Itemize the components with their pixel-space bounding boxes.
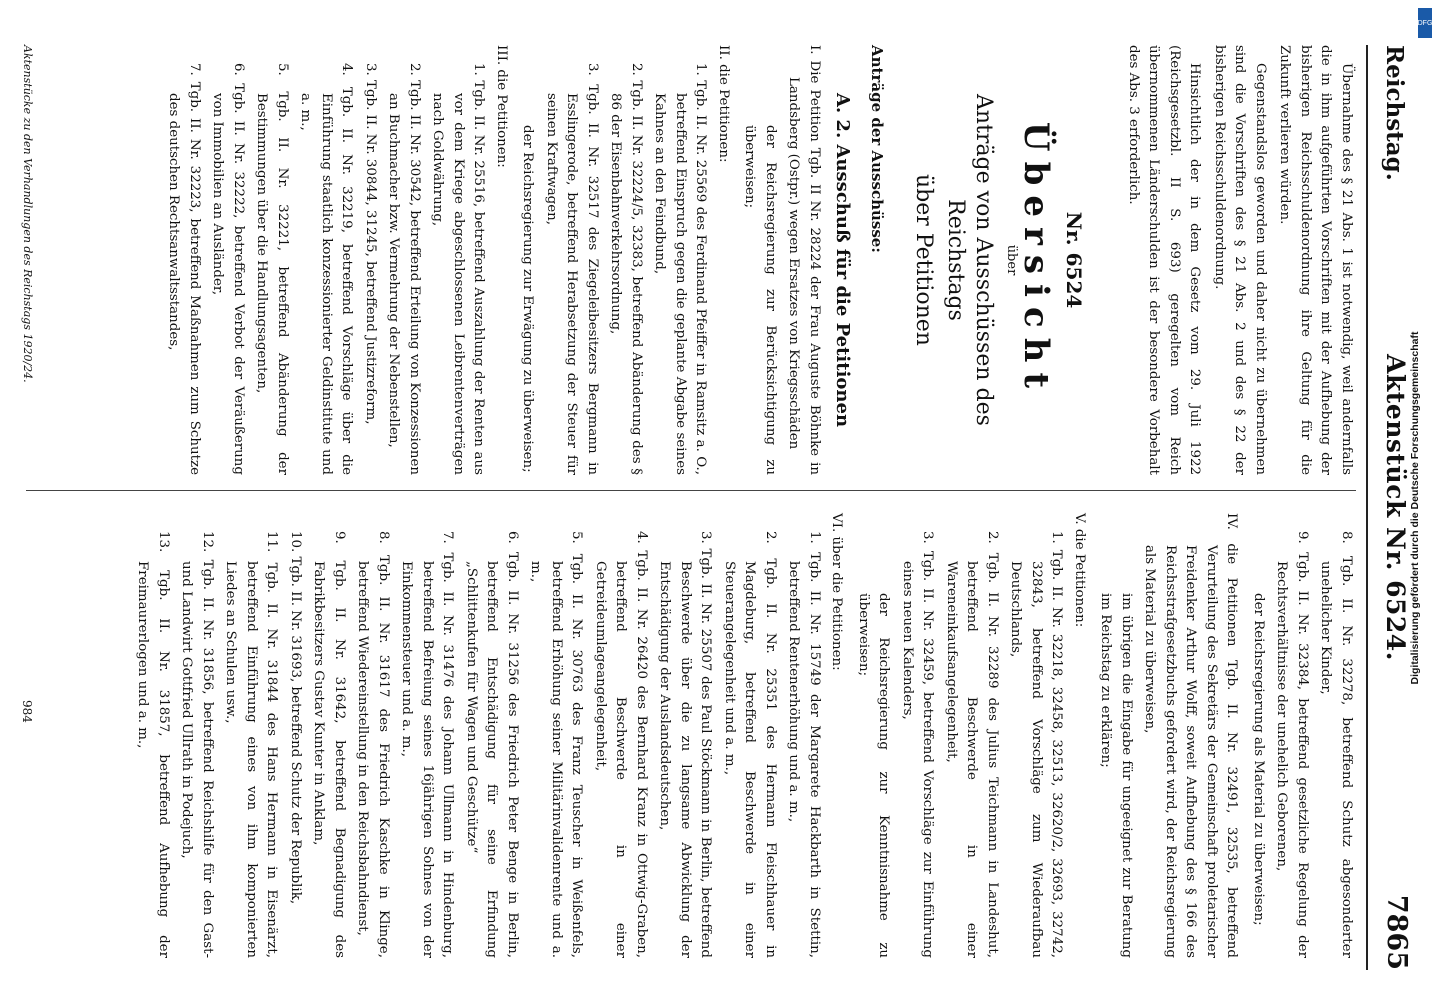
resolution-text: der Reichsregierung als Material zu überweisen; <box>1251 593 1266 926</box>
petition-list <box>163 45 824 475</box>
header-page-number: 7865 <box>1381 894 1412 970</box>
left-column <box>160 45 1356 475</box>
document-subtitle: Anträge von Ausschüssen des Reichstags <box>943 94 996 426</box>
resolution-text: im übrigen die Eingabe für ungeeignet zur Beratung im Reichstag zu erklären; <box>1098 593 1134 958</box>
subsection-heading: A. 2. Ausschuß für die Petitionen <box>832 92 854 428</box>
header-left: Reichstag. <box>1381 45 1408 181</box>
page-footer: Aktenstücke zu den Verhandlungen des Reichstags 1920/24. <box>21 45 34 383</box>
section-heading: Anträge der Ausschüsse: <box>868 45 886 253</box>
list-item: 1. Tgb. II. Nr. 15749 der Margarete Hackbarth in Stettin, betreffend Rentenerhöhung und a. m., <box>786 531 822 958</box>
list-item: 2. Tgb. II. Nr. 32224/5, 32383, betreffend Abänderung des § 86 der Eisenbahnverkehrsordnung, <box>608 63 644 475</box>
intro-paragraph: Hinsichtlich der in dem Gesetz vom 29. Juli 1922 (Reichsgesetzbl. II S. 693) geregelten vom Reich übernommenen Länderschulden ist der besondere Vorbehalt des Abs. 3 erforderlich. <box>1126 45 1203 475</box>
list-group-heading: III. die Petitionen: <box>494 45 509 168</box>
list-item: 9. Tgb. II. Nr. 31642, betreffend Begnadigung des Fabrikbesitzers Gustav Kunter in Anklam, <box>311 531 347 958</box>
list-item: I. Die Petition Tgb. II Nr. 28224 der Frau Auguste Böhnke in Landsberg (Ostpr.) wegen Ersatzes von Kriegsschäden <box>786 45 822 475</box>
list-item: 6. Tgb. II. Nr. 31256 des Friedrich Peter Benge in Berlin, betreffend Entschädigung für seine Erfindung „Schlittenkufen für Wagen und Geschütze“ <box>464 531 520 958</box>
list-item: 1. Tgb. II. Nr. 32218, 32458, 32513, 32620/2, 32693, 32742, 32843, betreffend Vorschläge zum Wiederaufbau Deutschlands, <box>1008 531 1065 958</box>
resolution-text: der Reichsregierung zur Berücksichtigung zu überweisen; <box>742 125 778 475</box>
list-group-heading: V. die Petitionen: <box>1072 513 1087 628</box>
list-item: 5. Tgb. II. Nr. 30763 des Franz Teuscher in Weißenfels, betreffend Erhöhung seiner Militärinvalidenrente und a. m., <box>528 531 585 958</box>
list-item: 3. Tgb. II. Nr. 32459, betreffend Vorschläge zur Einführung eines neuen Kalenders, <box>900 531 936 958</box>
intro-paragraph: Gegenstandslos geworden und daher nicht zu übernehmen sind die Vorschriften des § 21 Abs. 2 und des § 22 der bisherigen Reichsschuldenordnung. <box>1212 45 1268 475</box>
header-title: Aktenstück Nr. 6524. <box>1381 354 1410 661</box>
list-item: 4. Tgb. II. Nr. 32219, betreffend Vorschläge über die Einführung staatlich konzessionierter Geldinstitute und a. m., <box>298 63 355 475</box>
list-item: 2. Tgb. II. Nr. 30542, betreffend Erteilung von Konzessionen an Buchmacher bzw. Vermehrung der Nebenstellen, <box>386 63 422 475</box>
document-title: Übersicht <box>1016 121 1056 399</box>
document-number: Nr. 6524 <box>1062 211 1087 309</box>
list-item: 7. Tgb. II. Nr. 32223, betreffend Maßnahmen zum Schutze des deutschen Rechtsanwaltsstandes, <box>166 63 202 475</box>
intro-paragraph: Übernahme des § 21 Abs. 1 ist notwendig, weil andernfalls die in ihm aufgeführten Vorschriften mit der Aufhebung der bisherigen Reichsschuldenordnung ihre Geltung für die Zukunft verlieren würden. <box>1277 45 1354 475</box>
column-divider <box>26 490 1356 491</box>
document-subtitle: über Petitionen <box>911 174 936 346</box>
petition-list <box>132 513 1356 958</box>
resolution-text: der Reichsregierung zur Kenntnisnahme zu überweisen; <box>856 593 892 958</box>
list-group-heading: VI. über die Petitionen: <box>829 513 845 671</box>
list-item: 4. Tgb. II. Nr. 26420 des Bernhard Kranz in Ottwig-Graben, betreffend Beschwerde in einer Getreideumlageangelegenheit, <box>593 531 649 958</box>
list-group-heading: II. die Petitionen: <box>716 45 731 163</box>
list-item: 6. Tgb. II. Nr. 32222, betreffend Verbot der Veräußerung von Immobilien an Ausländer, <box>210 63 246 475</box>
document-title-connector: über <box>1004 244 1020 276</box>
list-item: 8. Tgb. II. Nr. 31617 des Friedrich Kaschke in Klinge, betreffend Wiedereinstellung in den Reichsbahndienst, <box>355 531 391 958</box>
list-item: 3. Tgb. II. Nr. 25507 des Paul Stöckmann in Berlin, betreffend Beschwerde über die zu langsame Abwicklung der Entschädigung der Auslandsdeutschen, <box>657 531 714 958</box>
list-item: 11. Tgb. II. Nr. 31844 des Hans Hermann in Eisenärzt, betreffend Einführung eines von ihm komponierten Liedes an Schulen usw., <box>223 531 280 958</box>
funding-note: Digitalisierung gefördert durch die Deutsche Forschungsgemeinschaft <box>1409 331 1421 685</box>
list-item: 1. Tgb. II. Nr. 25569 des Ferdinand Pfeiffer in Ramsitz a. O., betreffend Einspruch gegen die geplante Abgabe seines Kahnes an den Feindbund, <box>652 63 709 475</box>
list-item: 2. Tgb. II. Nr. 25351 des Hermann Fleischhauer in Magdeburg, betreffend Beschwerde in einer Steuerangelegenheit und a. m., <box>722 531 778 958</box>
list-item: 10. Tgb. II. Nr. 31693, betreffend Schutz der Republik, <box>288 531 303 905</box>
dfg-logo: DFG <box>1418 8 1432 38</box>
page-number: 984 <box>20 700 34 723</box>
right-column <box>129 513 1356 958</box>
list-item: 1. Tgb. II. Nr. 25516, betreffend Auszahlung der Renten aus vor dem Kriege abgeschlossenen Leibrentenverträgen nach Goldwährung, <box>430 63 487 475</box>
list-item: 13. Tgb. II. Nr. 31857, betreffend Aufhebung der Freimaurerlogen und a. m., <box>135 531 171 958</box>
list-item: IV. die Petitionen Tgb. II. Nr. 32491, 32535, betreffend Verurteilung des Sekretärs der Gemeinschaft proletarischer Freidenker Arthur Wolff, soweit Aufhebung des § 166 des Reichsstrafgesetzbuchs gefordert wird, der Reichsregierung als Material zu überweisen, <box>1142 513 1240 958</box>
list-item: 5. Tgb. II. Nr. 32221, betreffend Abänderung der Bestimmungen über die Handlungsagenten, <box>254 63 290 475</box>
list-item: 9. Tgb. II. Nr. 32384, betreffend gesetzliche Regelung der Rechtsverhältnisse der unehelich Geborenen, <box>1274 531 1310 958</box>
list-item: 3. Tgb. II. Nr. 30844, 31245, betreffend Justizreform, <box>363 63 378 425</box>
list-item: 3. Tgb. II. Nr. 32517 des Ziegeleibesitzers Bergmann in Esslingerode, betreffend Herabsetzung der Steuer für seinen Kraftwagen, <box>544 63 600 475</box>
list-item: 12. Tgb. II. Nr. 31856, betreffend Reichshilfe für den Gast- und Landwirt Gottfried Ullrath in Podejuch, <box>179 531 215 958</box>
list-item: 8. Tgb. II. Nr. 32278, betreffend Schutz abgesonderter unehelicher Kinder, <box>1318 531 1354 958</box>
list-item: 2. Tgb. II. Nr. 32289 des Julius Teichmann in Landeshut, betreffend Beschwerde in einer Wareneinkaufsangelegenheit, <box>944 531 1000 958</box>
list-item: 7. Tgb. II. Nr. 31476 des Johann Ullmann in Hindenburg, betreffend Befreiung seines 16jährigen Sohnes von der Einkommensteuer und a. m., <box>399 531 456 958</box>
side-credit <box>1400 8 1430 992</box>
resolution-text: der Reichsregierung zur Erwägung zu überweisen; <box>520 125 536 473</box>
